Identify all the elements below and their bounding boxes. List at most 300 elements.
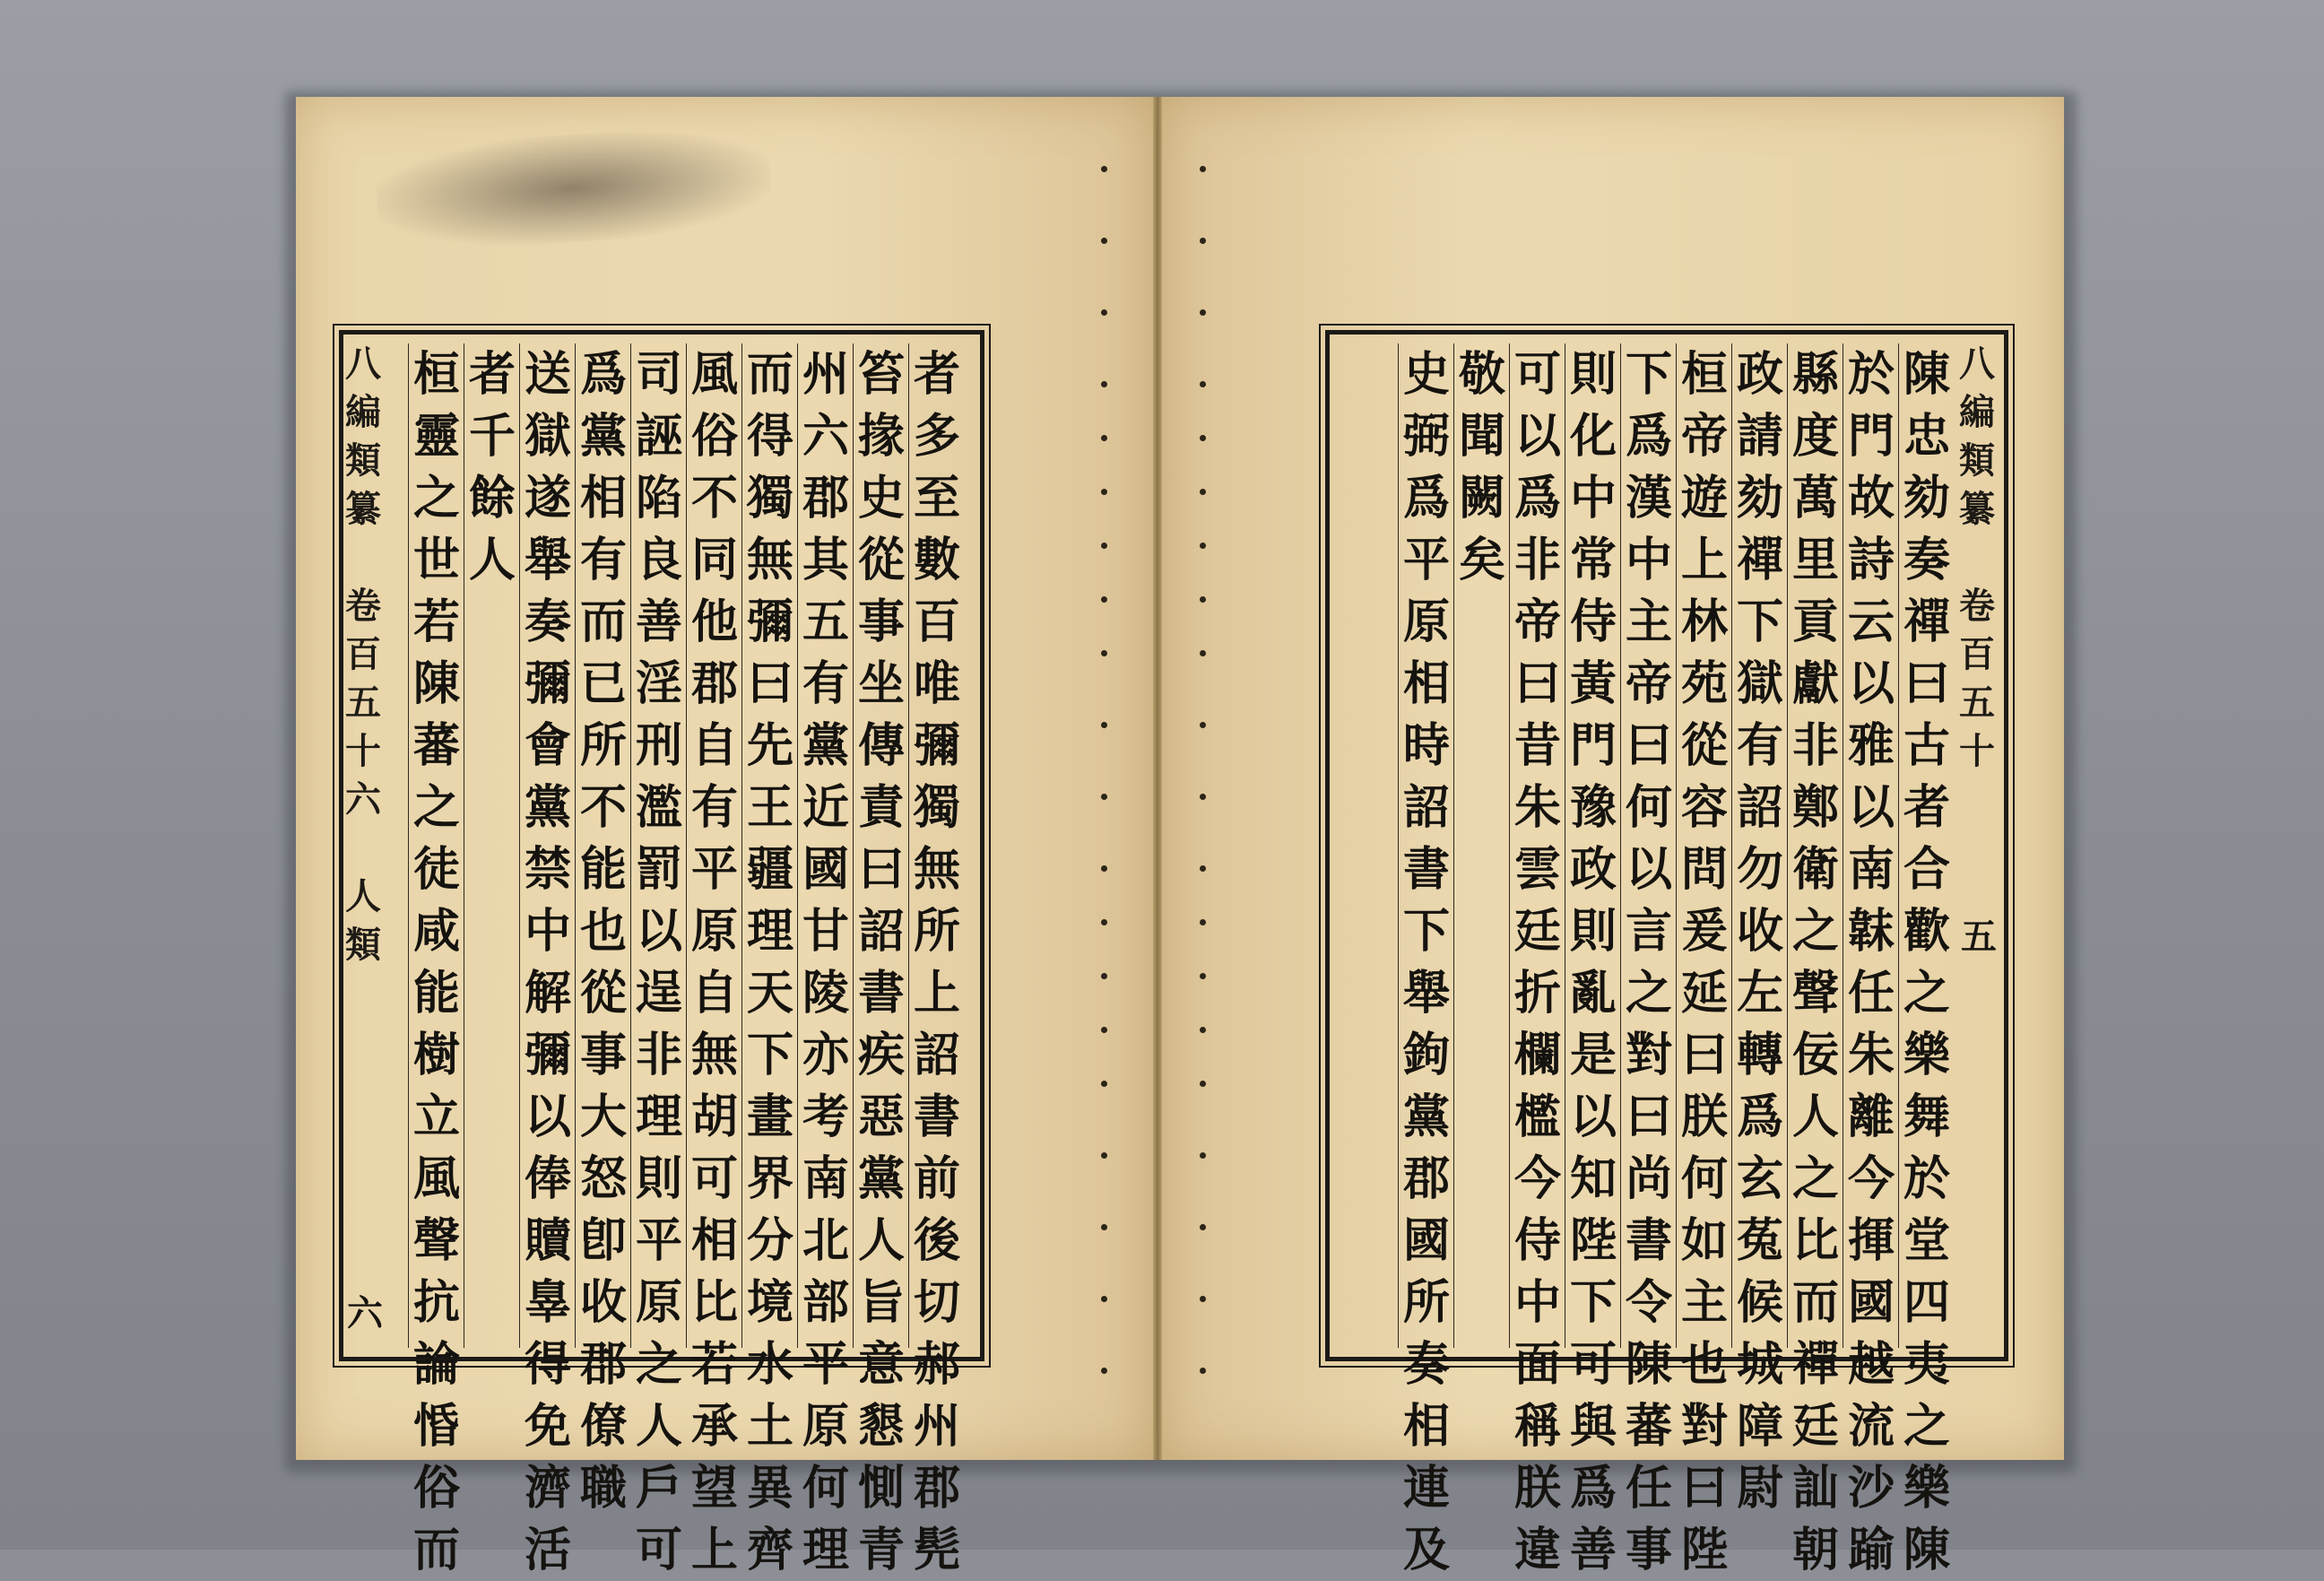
- glyph: 天: [746, 966, 793, 1021]
- glyph: 主: [1680, 1275, 1728, 1330]
- glyph: 相: [1402, 1399, 1450, 1454]
- glyph: 離: [1847, 1090, 1895, 1144]
- glyph: 及: [1402, 1523, 1450, 1577]
- glyph: 詔: [857, 904, 905, 959]
- glyph: 所: [913, 904, 960, 959]
- glyph: 桓: [412, 347, 460, 402]
- glyph: 如: [1680, 1213, 1728, 1268]
- binding-hole: [1200, 919, 1206, 925]
- glyph: 奏: [1903, 533, 1950, 587]
- glyph: 也: [579, 904, 627, 959]
- glyph: 以: [1625, 842, 1672, 897]
- glyph: 則: [635, 1151, 682, 1206]
- right-folio: 五: [1961, 916, 1997, 958]
- glyph: 詩: [1847, 533, 1895, 587]
- binding-hole: [1101, 489, 1107, 495]
- glyph: 闕: [1458, 471, 1505, 526]
- left-column-8: [519, 343, 576, 1577]
- glyph: 國: [802, 842, 849, 897]
- glyph: 有: [579, 533, 627, 587]
- glyph: 曰: [857, 842, 905, 897]
- glyph: 平: [690, 842, 738, 897]
- glyph: 書: [913, 1090, 960, 1144]
- glyph: 樂: [1903, 1028, 1950, 1082]
- glyph: 平: [1402, 533, 1450, 587]
- glyph: 書: [1625, 1213, 1672, 1268]
- glyph: 坐: [857, 656, 905, 711]
- glyph: 理: [746, 904, 793, 959]
- glyph: 爲: [1402, 471, 1450, 526]
- glyph: 非: [1513, 533, 1561, 587]
- glyph: 違: [1513, 1523, 1561, 1577]
- glyph: 彌: [524, 1028, 571, 1082]
- glyph: 活: [524, 1523, 571, 1577]
- glyph: 侍: [1569, 595, 1617, 649]
- glyph: 人: [345, 875, 381, 917]
- glyph: 黨: [802, 718, 849, 773]
- glyph: 誣: [635, 409, 682, 464]
- glyph: 刑: [635, 718, 682, 773]
- glyph: 亦: [802, 1028, 849, 1082]
- left-margin-title: [343, 340, 383, 1350]
- glyph: 曰: [1680, 1028, 1728, 1082]
- glyph: 從: [857, 533, 905, 587]
- glyph: 而: [412, 1523, 460, 1577]
- glyph: 辠: [524, 1275, 571, 1330]
- glyph: 類: [345, 924, 381, 966]
- glyph: 編: [1959, 391, 1995, 433]
- glyph: 僚: [579, 1399, 627, 1454]
- glyph: 獄: [524, 409, 571, 464]
- glyph: 無: [690, 1028, 738, 1082]
- glyph: 解: [524, 966, 571, 1021]
- right-column-8: [1509, 343, 1565, 1577]
- glyph: 訕: [1791, 1461, 1839, 1516]
- glyph: 知: [1569, 1151, 1617, 1206]
- glyph: [1959, 534, 1995, 582]
- glyph: 齊: [746, 1523, 793, 1577]
- binding-hole: [1200, 722, 1206, 728]
- glyph: 於: [1847, 347, 1895, 402]
- glyph: 與: [1569, 1399, 1617, 1454]
- glyph: 聞: [1458, 409, 1505, 464]
- left-column-9: [464, 343, 520, 1348]
- glyph: 爲: [1736, 1090, 1783, 1144]
- binding-hole: [1101, 1296, 1107, 1302]
- glyph: 已: [579, 656, 627, 711]
- glyph: 事: [579, 1028, 627, 1082]
- glyph: 雲: [1513, 842, 1561, 897]
- glyph: 下: [1625, 347, 1672, 402]
- right-margin-title-text: [1959, 340, 1995, 776]
- glyph: 爲: [1569, 1461, 1617, 1516]
- glyph: 他: [690, 595, 738, 649]
- glyph: 可: [1513, 347, 1561, 402]
- glyph: 遊: [1680, 471, 1728, 526]
- glyph: 問: [1680, 842, 1728, 897]
- glyph: 甘: [802, 904, 849, 959]
- binding-hole: [1101, 1027, 1107, 1033]
- glyph: 豫: [1569, 780, 1617, 835]
- glyph: 折: [1513, 966, 1561, 1021]
- glyph: 不: [690, 471, 738, 526]
- glyph: 疾: [857, 1028, 905, 1082]
- glyph: 上: [1680, 533, 1728, 587]
- glyph: 以: [524, 1090, 571, 1144]
- glyph: 多: [913, 409, 960, 464]
- glyph: 五: [345, 682, 381, 724]
- glyph: 國: [1402, 1213, 1450, 1268]
- glyph: 陛: [1569, 1213, 1617, 1268]
- glyph: 百: [913, 595, 960, 649]
- glyph: 稱: [1513, 1399, 1561, 1454]
- glyph: 故: [1847, 471, 1895, 526]
- binding-hole: [1101, 865, 1107, 872]
- glyph: 面: [1513, 1337, 1561, 1392]
- glyph: 陳: [1903, 347, 1950, 402]
- glyph: 事: [1625, 1523, 1672, 1577]
- glyph: 是: [1569, 1028, 1617, 1082]
- glyph: 任: [1847, 966, 1895, 1021]
- glyph: 則: [1569, 347, 1617, 402]
- glyph: 蕃: [1625, 1399, 1672, 1454]
- glyph: 相: [1402, 656, 1450, 711]
- glyph: 鉤: [1402, 1028, 1450, 1082]
- glyph: 掾: [857, 409, 905, 464]
- glyph: 無: [746, 533, 793, 587]
- column-text: [1399, 343, 1454, 1581]
- glyph: 令: [1625, 1275, 1672, 1330]
- glyph: 者: [1903, 780, 1950, 835]
- glyph: 職: [579, 1461, 627, 1516]
- glyph: 之: [1903, 1399, 1950, 1454]
- glyph: 堂: [1903, 1213, 1950, 1268]
- left-column-2: [853, 343, 909, 1577]
- glyph: 州: [802, 347, 849, 402]
- glyph: 收: [1736, 904, 1783, 959]
- right-column-6: [1620, 343, 1677, 1577]
- glyph: 黃: [1569, 656, 1617, 711]
- glyph: 世: [412, 533, 460, 587]
- glyph: 廷: [1791, 1399, 1839, 1454]
- glyph: 獨: [913, 780, 960, 835]
- glyph: 朝: [1791, 1523, 1839, 1577]
- glyph: 前: [913, 1151, 960, 1206]
- glyph: 惻: [857, 1461, 905, 1516]
- glyph: 而: [746, 347, 793, 402]
- glyph: 若: [690, 1337, 738, 1392]
- left-margin-title-text: [345, 340, 381, 969]
- column-text: [742, 343, 798, 1581]
- glyph: 可: [690, 1151, 738, 1206]
- glyph: 可: [1569, 1337, 1617, 1392]
- binding-hole: [1200, 794, 1206, 800]
- glyph: 比: [1791, 1213, 1839, 1268]
- glyph: 十: [345, 730, 381, 772]
- glyph: 史: [857, 471, 905, 526]
- right-text-frame: [1325, 330, 2008, 1577]
- glyph: 里: [1791, 533, 1839, 587]
- glyph: 雅: [1847, 718, 1895, 773]
- glyph: 六: [802, 409, 849, 464]
- column-text: [1565, 343, 1621, 1581]
- binding-hole: [1101, 722, 1107, 728]
- glyph: 尉: [1736, 1461, 1783, 1516]
- glyph: 八: [1959, 343, 1995, 385]
- binding-hole: [1101, 973, 1107, 979]
- glyph: 中: [1625, 533, 1672, 587]
- glyph: 陷: [635, 471, 682, 526]
- glyph: 敬: [1458, 347, 1505, 402]
- binding-hole: [1200, 596, 1206, 603]
- binding-hole: [1101, 919, 1107, 925]
- column-text: [687, 343, 742, 1581]
- glyph: 請: [1736, 409, 1783, 464]
- binding-hole: [1101, 1152, 1107, 1159]
- binding-hole: [1101, 596, 1107, 603]
- glyph: 人: [1791, 1090, 1839, 1144]
- glyph: [345, 534, 381, 582]
- glyph: 戶: [635, 1461, 682, 1516]
- glyph: 黨: [579, 409, 627, 464]
- glyph: 何: [1680, 1151, 1728, 1206]
- glyph: 縣: [1791, 347, 1839, 402]
- glyph: 有: [802, 656, 849, 711]
- binding-hole: [1200, 973, 1206, 979]
- glyph: 曰: [1513, 656, 1561, 711]
- glyph: 近: [802, 780, 849, 835]
- binding-hole: [1101, 794, 1107, 800]
- binding-hole: [1200, 489, 1206, 495]
- glyph: 唯: [913, 656, 960, 711]
- binding-hole: [1101, 1081, 1107, 1087]
- binding-hole: [1200, 1224, 1206, 1230]
- glyph: 上: [690, 1523, 738, 1577]
- glyph: 之: [1625, 966, 1672, 1021]
- glyph: 聲: [412, 1213, 460, 1268]
- glyph: 俸: [524, 1151, 571, 1206]
- glyph: 朱: [1513, 780, 1561, 835]
- glyph: 爲: [1513, 471, 1561, 526]
- glyph: 獄: [1736, 656, 1783, 711]
- left-column-6: [630, 343, 687, 1577]
- glyph: 可: [635, 1523, 682, 1577]
- glyph: 王: [746, 780, 793, 835]
- column-text: [1677, 343, 1732, 1581]
- glyph: 下: [1402, 904, 1450, 959]
- right-column-1: [1898, 343, 1955, 1577]
- glyph: 其: [802, 533, 849, 587]
- column-text: [1788, 343, 1843, 1581]
- binding-hole: [1200, 543, 1206, 549]
- glyph: 十: [1959, 730, 1995, 772]
- glyph: 連: [1402, 1461, 1450, 1516]
- glyph: 能: [579, 842, 627, 897]
- right-column-2: [1843, 343, 1899, 1577]
- glyph: 望: [690, 1461, 738, 1516]
- glyph: 言: [1625, 904, 1672, 959]
- glyph: 分: [746, 1213, 793, 1268]
- glyph: 對: [1625, 1028, 1672, 1082]
- binding-hole: [1200, 1368, 1206, 1374]
- glyph: 朕: [1680, 1090, 1728, 1144]
- glyph: 曰: [746, 656, 793, 711]
- column-text: [520, 343, 576, 1581]
- glyph: 人: [468, 533, 516, 587]
- glyph: 餘: [468, 471, 516, 526]
- binding-hole: [1200, 865, 1206, 872]
- glyph: 今: [1513, 1151, 1561, 1206]
- glyph: 化: [1569, 409, 1617, 464]
- glyph: 能: [412, 966, 460, 1021]
- right-column-5: [1676, 343, 1732, 1577]
- glyph: 書: [857, 966, 905, 1021]
- glyph: 異: [746, 1461, 793, 1516]
- glyph: 八: [345, 343, 381, 385]
- glyph: 者: [468, 347, 516, 402]
- binding-hole: [1200, 435, 1206, 441]
- glyph: 胡: [690, 1090, 738, 1144]
- glyph: 有: [690, 780, 738, 835]
- column-text: [631, 343, 687, 1581]
- glyph: 得: [746, 409, 793, 464]
- glyph: 風: [690, 347, 738, 402]
- column-text: [1843, 343, 1899, 1581]
- glyph: 相: [579, 471, 627, 526]
- glyph: 獨: [746, 471, 793, 526]
- binding-hole: [1101, 1224, 1107, 1230]
- glyph: 數: [913, 533, 960, 587]
- glyph: 境: [746, 1275, 793, 1330]
- binding-hole: [1101, 381, 1107, 387]
- glyph: 云: [1847, 595, 1895, 649]
- right-column-4: [1731, 343, 1788, 1516]
- glyph: 亂: [1569, 966, 1617, 1021]
- binding-hole: [1200, 650, 1206, 656]
- column-text: [909, 343, 965, 1581]
- glyph: 曰: [1625, 718, 1672, 773]
- column-text: [1732, 343, 1788, 1519]
- glyph: 之: [1791, 1151, 1839, 1206]
- left-column-1: [908, 343, 965, 1577]
- glyph: 部: [802, 1275, 849, 1330]
- glyph: 樂: [1903, 1461, 1950, 1516]
- glyph: 罰: [635, 842, 682, 897]
- glyph: 郝: [913, 1337, 960, 1392]
- glyph: 非: [635, 1028, 682, 1082]
- glyph: 俗: [412, 1461, 460, 1516]
- right-column-9: [1453, 343, 1510, 1348]
- glyph: 畫: [746, 1090, 793, 1144]
- right-column-3: [1787, 343, 1843, 1577]
- glyph: 詔: [1402, 780, 1450, 835]
- glyph: 若: [412, 595, 460, 649]
- glyph: 髡: [913, 1523, 960, 1577]
- glyph: 而: [579, 595, 627, 649]
- glyph: 黨: [524, 780, 571, 835]
- glyph: 人: [635, 1399, 682, 1454]
- glyph: 史: [1402, 347, 1450, 402]
- glyph: 玄: [1736, 1151, 1783, 1206]
- glyph: 者: [913, 347, 960, 402]
- binding-hole: [1200, 1027, 1206, 1033]
- glyph: 類: [345, 439, 381, 482]
- glyph: 非: [1791, 718, 1839, 773]
- glyph: 良: [635, 533, 682, 587]
- glyph: 書: [1402, 842, 1450, 897]
- glyph: 之: [1791, 904, 1839, 959]
- glyph: 中: [524, 904, 571, 959]
- glyph: 劾: [1736, 471, 1783, 526]
- glyph: 百: [1959, 633, 1995, 675]
- glyph: 俗: [690, 409, 738, 464]
- left-folio: 六: [347, 1292, 383, 1334]
- glyph: 對: [1680, 1399, 1728, 1454]
- glyph: 陳: [1903, 1523, 1950, 1577]
- glyph: 會: [524, 718, 571, 773]
- glyph: 收: [579, 1275, 627, 1330]
- column-text: [798, 343, 854, 1581]
- glyph: 善: [1569, 1523, 1617, 1577]
- left-column-4: [741, 343, 798, 1577]
- glyph: 聲: [1791, 966, 1839, 1021]
- glyph: 合: [1903, 842, 1950, 897]
- glyph: 州: [913, 1399, 960, 1454]
- glyph: 後: [913, 1213, 960, 1268]
- glyph: 昔: [1513, 718, 1561, 773]
- glyph: 卷: [1959, 585, 1995, 627]
- glyph: 彌: [524, 656, 571, 711]
- right-margin-title: [1957, 340, 1997, 1350]
- glyph: 下: [746, 1028, 793, 1082]
- glyph: 同: [690, 533, 738, 587]
- glyph: 貢: [1791, 595, 1839, 649]
- glyph: 廷: [1513, 904, 1561, 959]
- glyph: 之: [1903, 966, 1950, 1021]
- glyph: 切: [913, 1275, 960, 1330]
- glyph: 理: [802, 1523, 849, 1577]
- glyph: 考: [802, 1090, 849, 1144]
- glyph: 沙: [1847, 1461, 1895, 1516]
- glyph: 禪: [1791, 1337, 1839, 1392]
- glyph: 陳: [412, 656, 460, 711]
- binding-hole: [1200, 381, 1206, 387]
- glyph: 卽: [579, 1213, 627, 1268]
- glyph: 承: [690, 1399, 738, 1454]
- glyph: 檻: [1513, 1090, 1561, 1144]
- glyph: 彌: [913, 718, 960, 773]
- glyph: 論: [412, 1337, 460, 1392]
- glyph: 不: [579, 780, 627, 835]
- glyph: 人: [857, 1213, 905, 1268]
- glyph: 疆: [746, 842, 793, 897]
- glyph: 贖: [524, 1213, 571, 1268]
- glyph: 曰: [1680, 1461, 1728, 1516]
- glyph: 中: [1513, 1275, 1561, 1330]
- glyph: 蕃: [412, 718, 460, 773]
- glyph: 郡: [1402, 1151, 1450, 1206]
- glyph: 所: [579, 718, 627, 773]
- glyph: 無: [913, 842, 960, 897]
- glyph: 政: [1736, 347, 1783, 402]
- glyph: 帝: [1680, 409, 1728, 464]
- glyph: 黨: [857, 1151, 905, 1206]
- glyph: 漢: [1625, 471, 1672, 526]
- glyph: 之: [635, 1337, 682, 1392]
- binding-hole: [1101, 650, 1107, 656]
- glyph: 也: [1680, 1337, 1728, 1392]
- binding-hole: [1200, 1296, 1206, 1302]
